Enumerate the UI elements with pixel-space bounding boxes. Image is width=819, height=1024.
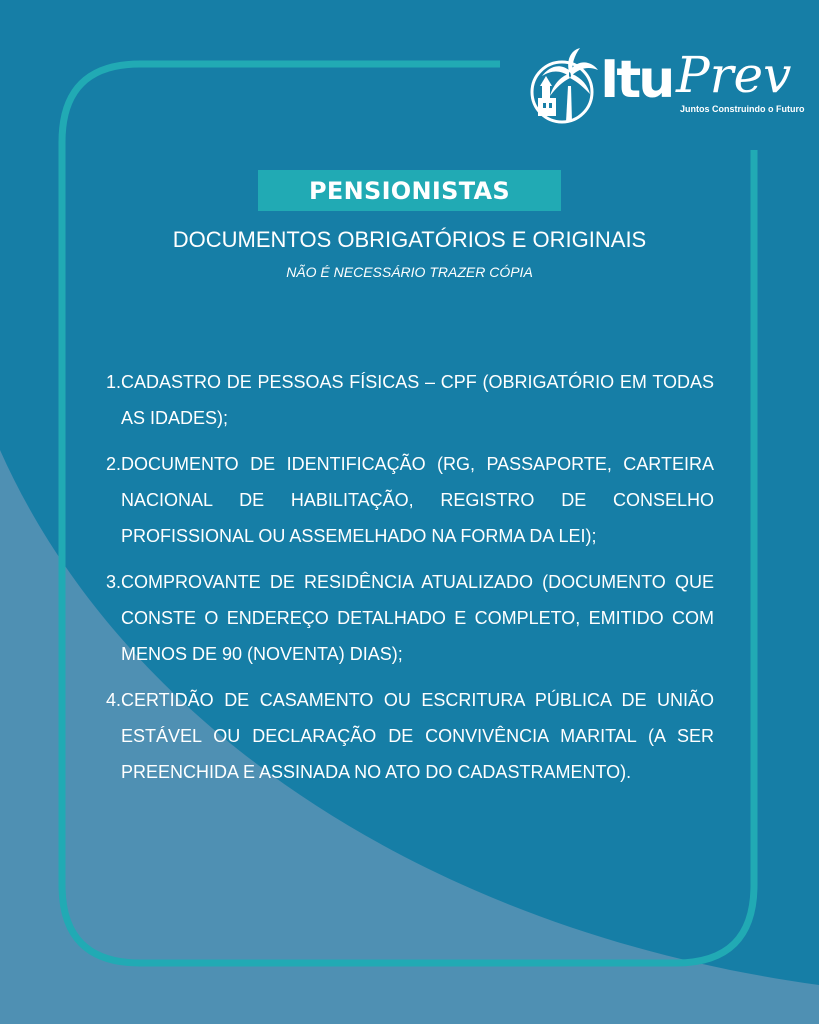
list-item-text: CADASTRO DE PESSOAS FÍSICAS – CPF (OBRIGATÓRIO EM TODAS AS IDADES);	[121, 372, 714, 428]
list-item-text: CERTIDÃO DE CASAMENTO OU ESCRITURA PÚBLICA DE UNIÃO ESTÁVEL OU DECLARAÇÃO DE CONVIVÊNCIA MARITAL (A SER PREENCHIDA E ASSINADA NO ATO DO CADASTRAMENTO).	[121, 690, 714, 782]
logo-tagline: Juntos Construindo o Futuro	[680, 104, 805, 114]
page-title: PENSIONISTAS	[309, 176, 510, 205]
list-item-number: 1.	[106, 372, 122, 392]
logo-brand-itu: Itu	[600, 50, 673, 110]
palm-tree-emblem-icon	[528, 46, 600, 126]
list-item-number: 4.	[106, 690, 122, 710]
list-item-text: DOCUMENTO DE IDENTIFICAÇÃO (RG, PASSAPORTE, CARTEIRA NACIONAL DE HABILITAÇÃO, REGISTRO DE CONSELHO PROFISSIONAL OU ASSEMELHADO NA FORMA DA LEI);	[121, 454, 714, 546]
list-item	[106, 682, 714, 790]
page-subtitle: DOCUMENTOS OBRIGATÓRIOS E ORIGINAIS	[172, 227, 647, 252]
list-item-number: 2.	[106, 454, 122, 474]
list-item-number: 3.	[106, 572, 122, 592]
list-item	[106, 364, 714, 436]
list-item	[106, 564, 714, 672]
itu-prev-logo	[528, 46, 805, 126]
logo-brand-prev: Prev	[676, 46, 792, 104]
title-banner	[258, 170, 561, 211]
list-item-text: COMPROVANTE DE RESIDÊNCIA ATUALIZADO (DOCUMENTO QUE CONSTE O ENDEREÇO DETALHADO E COMPLETO, EMITIDO COM MENOS DE 90 (NOVENTA) DIAS);	[121, 572, 714, 664]
required-documents-list	[106, 364, 714, 800]
copy-not-needed-note: NÃO É NECESSÁRIO TRAZER CÓPIA	[286, 264, 533, 280]
list-item	[106, 446, 714, 554]
